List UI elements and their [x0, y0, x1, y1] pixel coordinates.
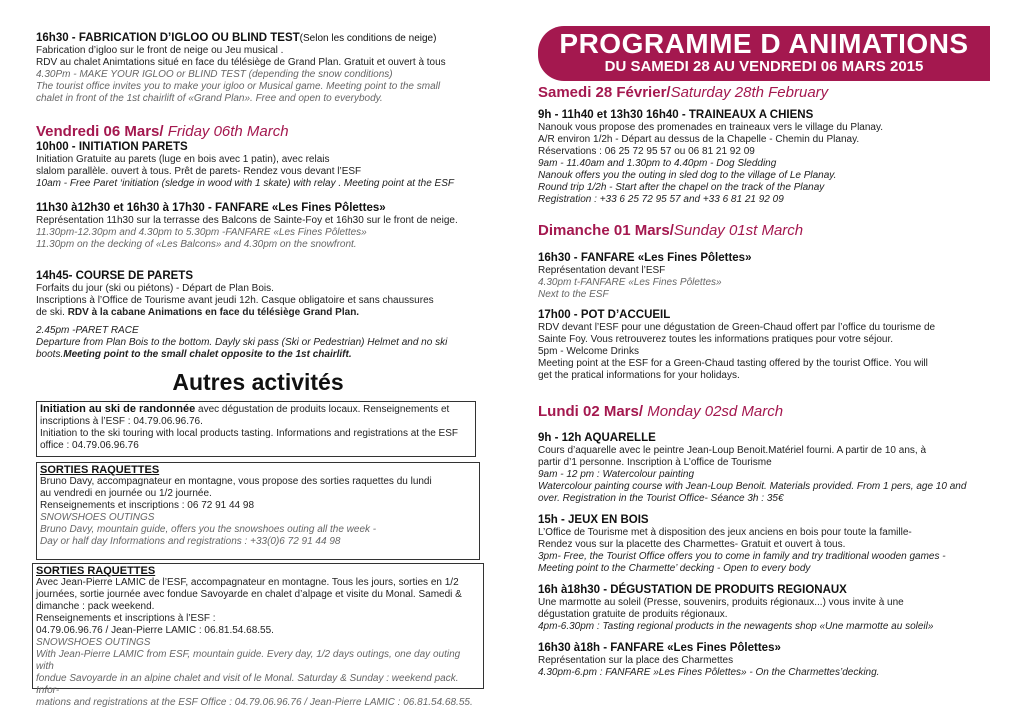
- jeux-bois-en-2: Meeting point to the Charmette’ decking - Open to every body: [538, 563, 811, 574]
- course-parets-line-3: [36, 307, 480, 319]
- igloo-en-2: The tourist office invites you to make your igloo or Musical game. Meeting point to the small: [36, 81, 441, 92]
- raquettes-davy-en-2: Bruno Davy, mountain guide, offers you the snowshoes outing all the week -: [40, 524, 377, 535]
- initiation-parets-heading: 10h00 - INITIATION PARETS: [36, 141, 188, 153]
- degustation-line-1: Une marmotte au soleil (Presse, souvenirs, produits régionaux...) vous invite à une: [538, 597, 904, 608]
- course-parets-line-3-pre: de ski.: [36, 307, 68, 318]
- fanfare-monday-en: 4.30pm-6.pm : FANFARE »Les Fines Pôlettes» - On the Charmettes’decking.: [538, 667, 880, 678]
- raquettes-lamic-en-1: SNOWSHOES OUTINGS: [36, 637, 151, 648]
- pot-accueil-line-5: get the pratical informations for your holidays.: [538, 370, 740, 381]
- programme-dates: DU SAMEDI 28 AU VENDREDI 06 MARS 2015: [604, 58, 924, 75]
- traineaux-fr: [538, 122, 990, 158]
- friday-day-title: [36, 123, 480, 141]
- raquettes-lamic-title: SORTIES RAQUETTES: [36, 565, 156, 577]
- monday-day-title: [538, 403, 990, 421]
- traineaux-line-3: Réservations : 06 25 72 95 57 ou 06 81 21 92 09: [538, 146, 755, 157]
- course-parets-en-3: [36, 349, 480, 361]
- igloo-heading-note: (Selon les conditions de neige): [299, 33, 437, 44]
- sunday-day-title: [538, 222, 990, 240]
- jeux-bois-en: [538, 551, 990, 575]
- course-parets-en-3-pre: boots.: [36, 349, 64, 360]
- course-parets-meeting: Meeting point to the small chalet opposite to the 1st chairlift.: [63, 349, 352, 360]
- degustation-heading: 16h à18h30 - DÉGUSTATION DE PRODUITS REGIONAUX: [538, 584, 847, 596]
- saturday-day-en: Saturday 28th February: [670, 84, 829, 101]
- initiation-parets-line-1: Initiation Gratuite au parets (luge en bois avec 1 patin), avec relais: [36, 154, 330, 165]
- aquarelle-en: [538, 469, 990, 505]
- course-parets-heading: 14h45- COURSE DE PARETS: [36, 270, 193, 282]
- ski-randonnee-en: Initiation to the ski touring with local products tasting. Informations and registrations at the ESF office : 04.79.06.96.76: [40, 428, 458, 451]
- raquettes-davy-line-3: Renseignements et inscriptions : 06 72 91 44 98: [40, 500, 255, 511]
- saturday-day-fr: Samedi 28 Février/: [538, 84, 671, 101]
- course-parets-en-1: 2.45pm -PARET RACE: [36, 325, 139, 336]
- igloo-fr: [36, 45, 480, 69]
- raquettes-lamic-en-2: With Jean-Pierre LAMIC from ESF, mountain guide. Every day, 1/2 days outings, one day outing with: [36, 649, 461, 672]
- monday-section: [538, 403, 990, 679]
- programme-title: PROGRAMME D ANIMATIONS: [559, 28, 969, 59]
- raquettes-davy-en-3: Day or half day Informations and registrations : +33(0)6 72 91 44 98: [40, 536, 341, 547]
- monday-day-en: Monday 02sd March: [643, 403, 784, 420]
- traineaux-en-1: 9am - 11.40am and 1.30pm to 4.40pm - Dog Sledding: [538, 158, 777, 169]
- fanfare-sunday-en-2: Next to the ESF: [538, 289, 609, 300]
- jeux-bois-line-1: L’Office de Tourisme met à disposition des jeux anciens en bois pour toute la famille-: [538, 527, 912, 538]
- fanfare-sunday-heading: 16h30 - FANFARE «Les Fines Pôlettes»: [538, 252, 752, 264]
- sunday-day-fr: Dimanche 01 Mars/: [538, 222, 674, 239]
- igloo-en-3: chalet in front of the 1st chairlift of «Grand Plan». Free and open to everybody.: [36, 93, 383, 104]
- raquettes-lamic-line-4: Renseignements et inscriptions à l’ESF :: [36, 613, 216, 624]
- raquettes-lamic-en-3: fondue Savoyarde in an alpine chalet and visit of le Monal. Saturday & Sunday : weekend pack. Infor-: [36, 673, 459, 696]
- igloo-en: [36, 69, 480, 105]
- raquettes-davy-fr: [40, 476, 476, 512]
- sunday-section: [538, 222, 990, 382]
- monday-day-fr: Lundi 02 Mars/: [538, 403, 644, 420]
- jeux-bois-line-2: Rendez vous sur la placette des Charmettes- Gratuit et ouvert à tous.: [538, 539, 846, 550]
- raquettes-lamic-en: [36, 637, 480, 709]
- raquettes-lamic-line-3: dimanche : pack weekend.: [36, 601, 155, 612]
- aquarelle-en-2: Watercolour painting course with Jean-Loup Benoit. Materials provided. From 1 pers, age 10 and: [538, 481, 967, 492]
- fanfare-friday-fr: Représentation 11h30 sur la terrasse des Balcons de Sainte-Foy et 16h30 sur le front de neige.: [36, 215, 458, 226]
- course-parets-en-2: Departure from Plan Bois to the bottom. Dayly ski pass (Ski or Pedestrian) Helmet and no ski: [36, 337, 448, 348]
- autres-activites-title: Autres activités: [172, 369, 344, 395]
- pot-accueil-text: [538, 322, 990, 382]
- raquettes-davy-line-1: Bruno Davy, accompagnateur en montagne, vous propose des sorties raquettes du lundi: [40, 476, 432, 487]
- pot-accueil-line-2: Sainte Foy. Vous retrouverez toutes les informations pratiques pour votre séjour.: [538, 334, 893, 345]
- course-parets-rdv: RDV à la cabane Animations en face du télésiège Grand Plan.: [67, 307, 360, 318]
- fanfare-friday-heading: 11h30 à12h30 et 16h30 à 17h30 - FANFARE «Les Fines Pôlettes»: [36, 202, 386, 214]
- traineaux-en-4: Registration : +33 6 25 72 95 57 and +33 6 81 21 92 09: [538, 194, 784, 205]
- traineaux-en-2: Nanouk offers you the outing in sled dog to the village of Le Planay.: [538, 170, 837, 181]
- initiation-parets-fr: [36, 154, 480, 178]
- raquettes-davy-box: [36, 462, 480, 560]
- fanfare-monday-fr: Représentation sur la place des Charmettes: [538, 655, 734, 666]
- traineaux-line-2: A/R environ 1/2h - Départ au dessus de la Chapelle - Chemin du Planay.: [538, 134, 860, 145]
- saturday-day-title: [538, 84, 990, 102]
- pot-accueil-line-4: Meeting point at the ESF for a Green-Chaud tasting offered by the tourist Office. You will: [538, 358, 928, 369]
- initiation-parets-line-2: slalom parallèle. ouvert à tous. Prêt de parets- Rendez vous devant l’ESF: [36, 166, 362, 177]
- course-parets-line-1: Forfaits du jour (ski ou piétons) - Départ de Plan Bois.: [36, 283, 274, 294]
- degustation-fr: [538, 597, 990, 621]
- raquettes-lamic-en-4: mations and registrations at the ESF Office : 04.79.06.96.76 / Jean-Pierre LAMIC : 06.81.54.68.55.: [36, 697, 473, 708]
- ski-randonnee-box: [36, 401, 476, 457]
- pot-accueil-heading: 17h00 - POT D’ACCUEIL: [538, 309, 671, 321]
- aquarelle-heading: 9h - 12h AQUARELLE: [538, 432, 656, 444]
- course-parets-en: [36, 325, 480, 361]
- aquarelle-line-1: Cours d’aquarelle avec le peintre Jean-Loup Benoit.Matériel fourni. A partir de 10 ans, à: [538, 445, 927, 456]
- fanfare-friday-en-2: 11.30pm on the decking of «Les Balcons» and 4.30pm on the snowfront.: [36, 239, 357, 250]
- igloo-event: [36, 32, 480, 105]
- raquettes-davy-line-2: au vendredi en journée ou 1/2 journée.: [40, 488, 212, 499]
- fanfare-sunday-en: [538, 277, 990, 301]
- ski-randonnee-text: avec dégustation de produits locaux. Renseignements et inscriptions à l’ESF : 04.79.06.96.76.: [40, 404, 450, 427]
- fanfare-monday-heading: 16h30 à18h - FANFARE «Les Fines Pôlettes»: [538, 642, 781, 654]
- jeux-bois-en-1: 3pm- Free, the Tourist Office offers you to come in family and try traditional wooden games -: [538, 551, 946, 562]
- degustation-line-2: dégustation gratuite de produits régionaux.: [538, 609, 728, 620]
- fanfare-friday-en: [36, 227, 480, 251]
- jeux-bois-heading: 15h - JEUX EN BOIS: [538, 514, 649, 526]
- programme-banner: [538, 26, 990, 81]
- friday-day-fr: Vendredi 06 Mars/: [36, 123, 164, 140]
- igloo-line-2: RDV au chalet Animtations situé en face du télésiège de Grand Plan. Gratuit et ouvert à tous: [36, 57, 446, 68]
- raquettes-lamic-line-5: 04.79.06.96.76 / Jean-Pierre LAMIC : 06.81.54.68.55.: [36, 625, 274, 636]
- traineaux-en-3: Round trip 1/2h - Start after the chapel on the track of the Planay: [538, 182, 825, 193]
- igloo-heading: [36, 32, 480, 45]
- course-parets-event: [36, 270, 480, 361]
- ski-randonnee-title: Initiation au ski de randonnée: [40, 403, 196, 415]
- traineaux-heading: 9h - 11h40 et 13h30 16h40 - TRAINEAUX A CHIENS: [538, 109, 814, 121]
- fanfare-friday-event: [36, 202, 480, 251]
- raquettes-lamic-line-1: Avec Jean-Pierre LAMIC de l’ESF, accompagnateur en montagne. Tous les jours, sorties en 1/2: [36, 577, 459, 588]
- igloo-line-1: Fabrication d’igloo sur le front de neige ou Jeu musical .: [36, 45, 284, 56]
- fanfare-sunday-en-1: 4.30pm t-FANFARE «Les Fines Pôlettes»: [538, 277, 722, 288]
- raquettes-lamic-line-2: journées, sortie journée avec fondue Savoyarde en chalet d’alpage et visite du Monal. Samedi &: [36, 589, 462, 600]
- ski-randonnee-fr: [40, 403, 472, 428]
- aquarelle-fr: [538, 445, 990, 469]
- friday-day-en: Friday 06th March: [163, 123, 289, 140]
- raquettes-lamic-box: [32, 563, 484, 708]
- traineaux-en: [538, 158, 990, 206]
- igloo-en-1: 4.30Pm - MAKE YOUR IGLOO or BLIND TEST (depending the snow conditions): [36, 69, 393, 80]
- jeux-bois-fr: [538, 527, 990, 551]
- aquarelle-en-1: 9am - 12 pm : Watercolour painting: [538, 469, 695, 480]
- aquarelle-line-2: partir d’1 personne. Inscription à L’office de Tourisme: [538, 457, 772, 468]
- raquettes-davy-title: SORTIES RAQUETTES: [40, 464, 160, 476]
- raquettes-davy-en-1: SNOWSHOES OUTINGS: [40, 512, 155, 523]
- friday-section: [36, 123, 480, 190]
- pot-accueil-line-1: RDV devant l’ESF pour une dégustation de Green-Chaud offert par l’office du tourisme de: [538, 322, 936, 333]
- igloo-heading-text: 16h30 - FABRICATION D’IGLOO OU BLIND TEST: [36, 32, 300, 44]
- raquettes-davy-en: [40, 512, 476, 548]
- pot-accueil-line-3: 5pm - Welcome Drinks: [538, 346, 639, 357]
- raquettes-lamic-fr: [36, 577, 480, 637]
- course-parets-line-2: Inscriptions à l’Office de Tourisme avant jeudi 12h. Casque obligatoire et sans chaussures: [36, 295, 434, 306]
- degustation-en: 4pm-6.30pm : Tasting regional products in the newagents shop «Une marmotte au soleil»: [538, 621, 934, 632]
- saturday-section: [538, 84, 990, 206]
- initiation-parets-en: 10am - Free Paret ‘initiation (sledge in wood with 1 skate) with relay . Meeting point at the ESF: [36, 178, 454, 189]
- course-parets-fr: [36, 283, 480, 319]
- aquarelle-en-3: over. Registration in the Tourist Office- Séance 3h : 35€: [538, 493, 784, 504]
- sunday-day-en: Sunday 01st March: [673, 222, 804, 239]
- fanfare-sunday-fr: Représentation devant l’ESF: [538, 265, 666, 276]
- fanfare-friday-en-1: 11.30pm-12.30pm and 4.30pm to 5.30pm -FANFARE «Les Fines Pôlettes»: [36, 227, 367, 238]
- traineaux-line-1: Nanouk vous propose des promenades en traineaux vers le village du Planay.: [538, 122, 884, 133]
